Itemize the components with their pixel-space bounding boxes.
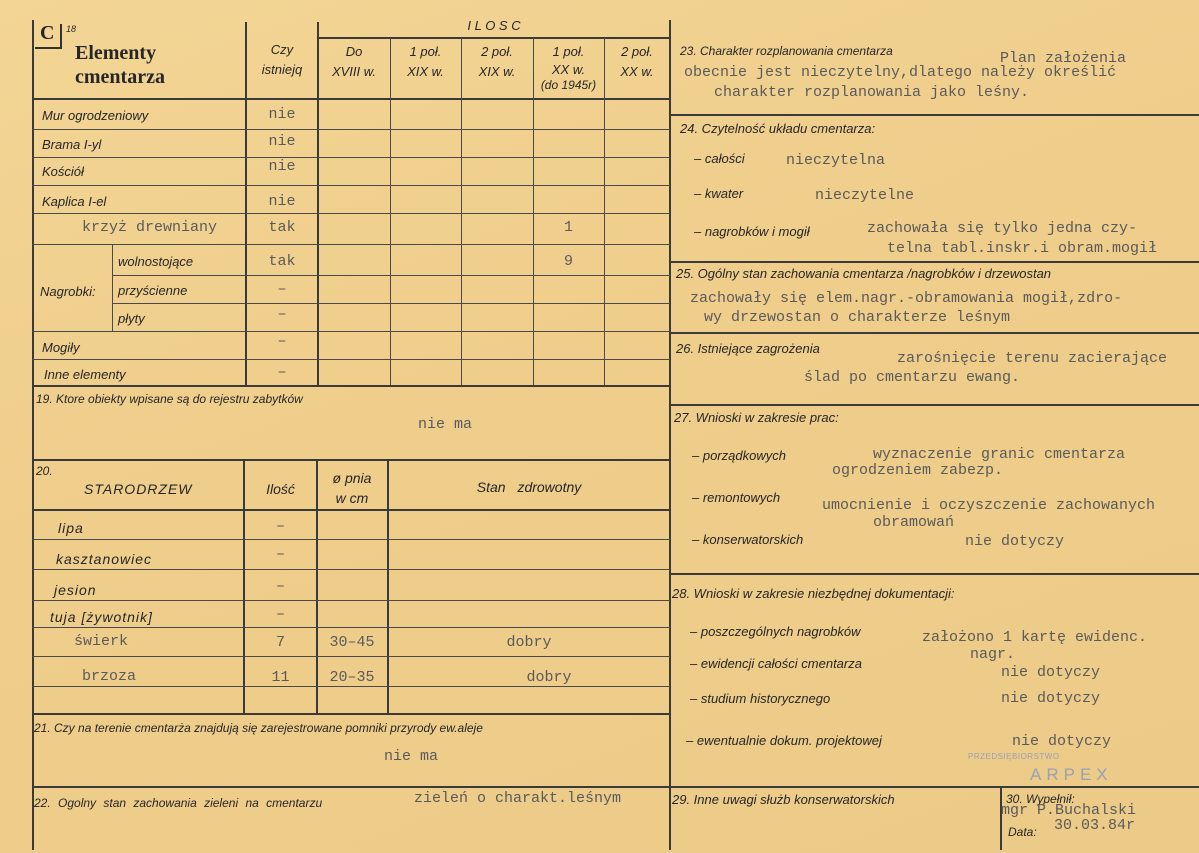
q29-label: 29. Inne uwagi służb konserwatorskich	[672, 792, 895, 807]
q24-kwater-value: nieczytelne	[815, 187, 915, 204]
subcol-divider-2	[461, 38, 462, 386]
table-bottom-line	[32, 385, 670, 387]
q28-studium-value: nie dotyczy	[1001, 690, 1101, 707]
q28-nagrobkow-label: – poszczególnych nagrobków	[690, 624, 861, 639]
ilosc-underline	[318, 37, 670, 39]
q24-label: 24. Czytelność układu cmentarza:	[680, 121, 876, 136]
subcol-5-l1: 2 poł.	[621, 44, 653, 59]
q24-bottom-line	[670, 261, 1199, 263]
subcol-4-l2: XX w.	[551, 62, 586, 77]
nagrobki-plyty-value: –	[277, 306, 287, 323]
row-line	[32, 185, 670, 186]
row-label-brama: Brama I-yl	[42, 137, 102, 152]
tree-ilosc-kasztanowiec: –	[275, 546, 285, 563]
nagrobki-wolnostojace-count: 9	[563, 253, 573, 270]
q27-konserwatorskich-value: nie dotyczy	[965, 533, 1065, 550]
nagrobki-przyscienne-value: –	[277, 281, 287, 298]
tree-ilosc-jesion: –	[275, 578, 285, 595]
q27-remontowych-value-1: umocnienie i oczyszczenie zachowanych	[822, 497, 1156, 514]
tree-ilosc-brzoza: 11	[271, 669, 290, 686]
q24-nagrobkow-value-2: telna tabl.inskr.i obram.mogił	[887, 240, 1158, 257]
row-line	[112, 303, 670, 304]
q25-value-2: wy drzewostan o charakterze leśnym	[704, 309, 1011, 326]
header-bottom-line	[32, 98, 670, 100]
q21-value: nie ma	[384, 748, 439, 765]
q28-studium-label: – studium historycznego	[690, 691, 831, 706]
q24-kwater-label: – kwater	[694, 186, 744, 201]
row-line	[32, 331, 670, 332]
q25-value-1: zachowały się elem.nagr.-obramowania mogił,zdro-	[690, 290, 1123, 307]
q26-bottom-line	[670, 404, 1199, 406]
title-line1: Elementy	[75, 42, 157, 64]
tree-row-line	[32, 569, 670, 570]
q27-porzadkowych-value-1: wyznaczenie granic cmentarza	[873, 446, 1126, 463]
subcol-5-l2: XX w.	[620, 64, 654, 79]
q26-value-1: zarośnięcie terenu zacierające	[897, 350, 1168, 367]
row-line	[32, 244, 670, 245]
row-value-brama: nie	[268, 133, 296, 150]
q20-bottom-line	[32, 713, 670, 715]
tree-fi-swierk: 30–45	[329, 634, 375, 651]
tree-fi-brzoza: 20–35	[329, 669, 375, 686]
subcol-3-l1: 2 poł.	[481, 44, 513, 59]
q27-remontowych-value-2: obramowań	[873, 514, 955, 531]
q20-col-stan: Stan zdrowotny	[476, 479, 582, 495]
row-line	[32, 359, 670, 360]
subcol-4-l1: 1 poł.	[552, 44, 585, 59]
q25-bottom-line	[670, 332, 1199, 334]
q23-label: 23. Charakter rozplanowania cmentarza	[680, 44, 893, 58]
stamp-arpex: ARPEX	[1030, 765, 1113, 784]
col-czy-line2: istniejq	[261, 62, 303, 77]
q21-label: 21. Czy na terenie cmentarża znajdują się zarejestrowane pomniki przyrody ew.aleje	[34, 721, 483, 735]
q30-data-label: Data:	[1008, 825, 1037, 839]
subcol-3-l2: XIX w.	[478, 64, 516, 79]
q30-value: mgr P.Buchalski	[1001, 802, 1137, 819]
q26-label: 26. Istniejące zagrożenia	[676, 341, 820, 356]
tree-ilosc-swierk: 7	[275, 634, 285, 651]
subcol-divider-1	[390, 38, 391, 386]
subcol-divider-4	[604, 38, 605, 386]
q20-col-fi1: ø pnia	[332, 470, 372, 486]
subcol-1-l2: XVIII w.	[331, 64, 377, 79]
q23-bottom-line	[670, 114, 1199, 116]
tree-name-kasztanowiec: kasztanowiec	[56, 551, 153, 567]
tree-row-line	[32, 627, 670, 628]
q24-calosci-value: nieczytelna	[786, 152, 886, 169]
q28-label: 28. Wnioski w zakresie niezbędnej dokumentacji:	[672, 586, 955, 601]
row-label-mogily: Mogiły	[42, 340, 80, 355]
tree-name-lipa: lipa	[58, 520, 84, 536]
q27-porzadkowych-value-2: ogrodzeniem zabezp.	[832, 462, 1004, 479]
title-line2: cmentarza	[75, 66, 165, 88]
row-line	[32, 213, 670, 214]
nagrobki-plyty-label: płyty	[118, 311, 145, 326]
q25-label: 25. Ogólny stan zachowania cmentarza /nagrobków i drzewostan	[676, 266, 1052, 281]
row-value-krzyz: tak	[268, 219, 296, 236]
nagrobki-przyscienne-label: przyścienne	[118, 283, 188, 298]
row-value-mur: nie	[268, 106, 296, 123]
q19-label: 19. Ktore obiekty wpisane są do rejestru zabytków	[36, 392, 303, 406]
subcol-2-l1: 1 poł.	[409, 44, 442, 59]
q27-label: 27. Wnioski w zakresie prac:	[674, 410, 839, 425]
nagrobki-wolnostojace-label: wolnostojące	[118, 254, 194, 269]
row-label-kaplica: Kaplica I-el	[42, 194, 107, 209]
subcol-divider-3	[533, 38, 534, 386]
stamp-small-text: PRZEDSIĘBIORSTWO	[968, 752, 1060, 761]
q19-value: nie ma	[418, 416, 473, 433]
subcol-1-l1: Do	[345, 44, 363, 59]
section-letter: C	[40, 22, 55, 44]
q24-nagrobkow-value-1: zachowała się tylko jedna czy-	[867, 220, 1138, 237]
q20-col-divider-3	[387, 460, 389, 714]
q20-header-line	[32, 509, 670, 511]
tree-stan-brzoza: dobry	[526, 669, 572, 686]
q21-bottom-line	[32, 786, 670, 788]
subcol-2-l2: XIX w.	[407, 64, 444, 79]
col-ilosc-header: I L O S C	[467, 18, 521, 33]
row-count-krzyz: 1	[563, 219, 573, 236]
q19-bottom-line	[32, 459, 670, 461]
row-line	[32, 129, 670, 130]
tree-ilosc-lipa: –	[275, 518, 285, 535]
q23-value-1: Plan założenia	[1000, 50, 1127, 67]
q30-data-value: 30.03.84r	[1054, 817, 1136, 834]
subcol-4-l3: (do 1945r)	[540, 78, 597, 92]
tree-row-line	[32, 656, 670, 657]
nagrobki-label: Nagrobki:	[40, 284, 96, 299]
tree-row-line	[32, 539, 670, 540]
tree-name-swierk: świerk	[74, 633, 129, 650]
section-number: 18	[66, 24, 77, 34]
q28-ewidencji-value: nie dotyczy	[1001, 664, 1101, 681]
row-value-inne: –	[277, 364, 287, 381]
q20-col-fi2: w cm	[335, 490, 369, 506]
row-label-mur: Mur ogrodzeniowy	[42, 108, 149, 123]
q20-num: 20.	[36, 464, 53, 478]
q23-value-2: obecnie jest nieczytelny,dlatego należy określić	[684, 64, 1117, 81]
q28-projektowej-label: – ewentualnie dokum. projektowej	[686, 733, 882, 748]
q27-konserwatorskich-label: – konserwatorskich	[692, 532, 804, 547]
tree-name-brzoza: brzoza	[82, 668, 137, 685]
row-label-krzyz: krzyż drewniany	[82, 219, 218, 236]
q30-label: 30. Wypełnił:	[1006, 792, 1075, 806]
center-divider	[669, 20, 671, 850]
q22-label: 22. Ogolny stan zachowania zieleni na cmentarzu	[34, 796, 323, 810]
tree-row-line	[32, 686, 670, 687]
tree-row-line	[32, 600, 670, 601]
q27-porzadkowych-label: – porządkowych	[692, 448, 786, 463]
q26-value-2: ślad po cmentarzu ewang.	[804, 369, 1021, 386]
tree-name-jesion: jesion	[54, 582, 97, 598]
q28-bottom-line	[670, 786, 1199, 788]
nagrobki-wolnostojace-value: tak	[268, 253, 296, 270]
q20-title: STARODRZEW	[84, 481, 193, 497]
tree-name-tuja: tuja [żywotnik]	[50, 609, 153, 625]
q20-col-ilosc: Ilość	[266, 481, 295, 497]
q24-calosci-label: – całości	[694, 151, 745, 166]
row-value-kosciol: nie	[268, 158, 296, 175]
row-line	[112, 275, 670, 276]
q28-nagrobkow-value-2: nagr.	[970, 646, 1016, 663]
tree-ilosc-tuja: –	[275, 606, 285, 623]
q23-value-3: charakter rozplanowania jako leśny.	[714, 84, 1030, 101]
tree-stan-swierk: dobry	[506, 634, 552, 651]
q24-nagrobkow-label: – nagrobków i mogił	[694, 224, 810, 239]
q27-remontowych-label: – remontowych	[692, 490, 781, 505]
q28-nagrobkow-value-1: założono 1 kartę ewidenc.	[922, 629, 1148, 646]
row-label-kosciol: Kościół	[42, 164, 84, 179]
q28-projektowej-value: nie dotyczy	[1012, 733, 1112, 750]
q22-value: zieleń o charakt.leśnym	[414, 790, 622, 807]
col-czy-line1: Czy	[270, 42, 294, 57]
nagrobki-divider	[112, 244, 113, 331]
row-line	[32, 157, 670, 158]
row-label-inne: Inne elementy	[44, 367, 126, 382]
q27-bottom-line	[670, 573, 1199, 575]
row-value-kaplica: nie	[268, 193, 296, 210]
row-value-mogily: –	[277, 333, 287, 350]
q28-ewidencji-label: – ewidencji całości cmentarza	[690, 656, 862, 671]
